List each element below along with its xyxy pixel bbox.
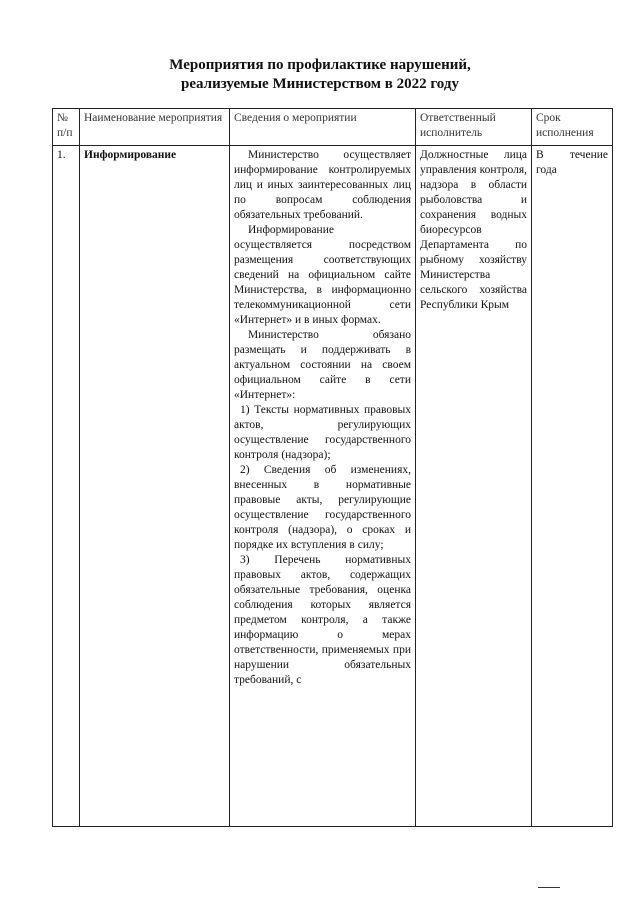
table-header-row xyxy=(53,109,613,146)
table-row xyxy=(53,146,613,827)
row-measure-info xyxy=(230,146,416,827)
measures-table xyxy=(52,108,613,827)
info-paragraph-1: Министерство осуществляет информирование контролируемых лиц и иных заинтересованных лиц по вопросам соблюдения обязательных требований. xyxy=(234,149,411,221)
info-item-3: 3) Перечень нормативных правовых актов, содержащих обязательные требования, оценка соблюдения которых является предметом контроля, а также информацию о мерах ответственности, применяемых при нарушении обязательных требований, с xyxy=(234,554,411,686)
row-measure-name: Информирование xyxy=(80,146,230,827)
header-info: Сведения о мероприятии xyxy=(230,109,416,146)
title-line-1: Мероприятия по профилактике нарушений, xyxy=(169,57,471,73)
row-responsible: Должностные лица управления контроля, надзора в области рыболовства и сохранения водных биоресурсов Департамента по рыбному хозяйству Министерства сельского хозяйства Республики Крым xyxy=(416,146,532,827)
info-item-2: 2) Сведения об изменениях, внесенных в нормативные правовые акты, регулирующие осуществление государственного контроля (надзора), о сроках и порядке их вступления в силу; xyxy=(234,464,411,551)
header-number: № п/п xyxy=(53,109,80,146)
title-line-2: реализуемые Министерством в 2022 году xyxy=(181,76,459,92)
header-responsible: Ответственный исполнитель xyxy=(416,109,532,146)
document-title xyxy=(0,56,640,94)
row-term: В течение года xyxy=(532,146,613,827)
info-paragraph-3: Министерство обязано размещать и поддерживать в актуальном состоянии на своем официальном сайте в сети «Интернет»: xyxy=(234,329,411,401)
row-number: 1. xyxy=(53,146,80,827)
header-name: Наименование мероприятия xyxy=(80,109,230,146)
info-paragraph-2: Информирование осуществляется посредством размещения соответствующих сведений на официальном сайте Министерства, в информационно телекоммуникационной сети «Интернет» и в иных формах. xyxy=(234,224,411,326)
info-item-1: 1) Тексты нормативных правовых актов, регулирующих осуществление государственного контроля (надзора); xyxy=(234,404,411,461)
header-term: Срок исполнения xyxy=(532,109,613,146)
page-footer-mark xyxy=(538,887,560,888)
